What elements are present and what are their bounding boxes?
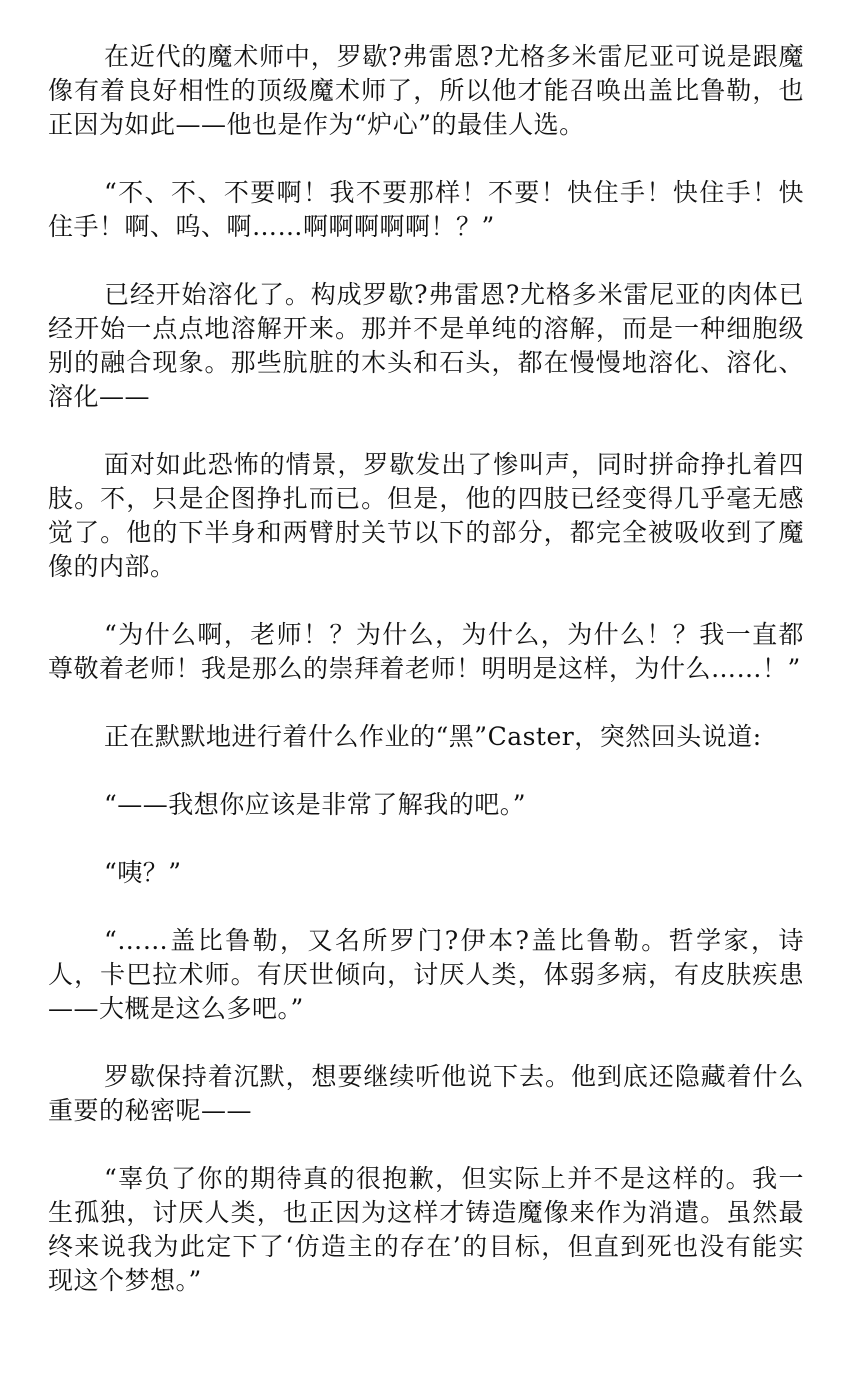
paragraph: 在近代的魔术师中，罗歇?弗雷恩?尤格多米雷尼亚可说是跟魔像有着良好相性的顶级魔术师了，所以他才能召唤出盖比鲁勒，也正因为如此——他也是作为“炉心”的最佳人选。 bbox=[48, 42, 804, 139]
document-page bbox=[48, 40, 804, 1332]
paragraph: “——我想你应该是非常了解我的吧。” bbox=[104, 790, 527, 819]
paragraph: 面对如此恐怖的情景，罗歇发出了惨叫声，同时拼命挣扎着四肢。不，只是企图挣扎而已。但是，他的四肢已经变得几乎毫无感觉了。他的下半身和两臂肘关节以下的部分，都完全被吸收到了魔像的内部。 bbox=[48, 450, 804, 581]
paragraph: “……盖比鲁勒，又名所罗门?伊本?盖比鲁勒。哲学家，诗人，卡巴拉术师。有厌世倾向，讨厌人类，体弱多病，有皮肤疾患——大概是这么多吧。” bbox=[48, 926, 804, 1023]
paragraph: “为什么啊，老师！？为什么，为什么，为什么！？我一直都尊敬着老师！我是那么的崇拜着老师！明明是这样，为什么……！” bbox=[48, 620, 804, 683]
paragraph: “不、不、不要啊！我不要那样！不要！快住手！快住手！快住手！啊、呜、啊……啊啊啊啊啊！？” bbox=[48, 178, 804, 241]
paragraph: “咦？” bbox=[104, 858, 182, 887]
paragraph: “辜负了你的期待真的很抱歉，但实际上并不是这样的。我一生孤独，讨厌人类，也正因为这样才铸造魔像来作为消遣。虽然最终来说我为此定下了‘仿造主的存在’的目标，但直到死也没有能实现这个梦想。” bbox=[48, 1164, 804, 1295]
paragraph: 已经开始溶化了。构成罗歇?弗雷恩?尤格多米雷尼亚的肉体已经开始一点点地溶解开来。那并不是单纯的溶解，而是一种细胞级别的融合现象。那些肮脏的木头和石头，都在慢慢地溶化、溶化、溶化—— bbox=[48, 280, 804, 411]
paragraph: 罗歇保持着沉默，想要继续听他说下去。他到底还隐藏着什么重要的秘密呢—— bbox=[48, 1062, 804, 1125]
paragraph: 正在默默地进行着什么作业的“黑”Caster，突然回头说道: bbox=[104, 722, 762, 751]
